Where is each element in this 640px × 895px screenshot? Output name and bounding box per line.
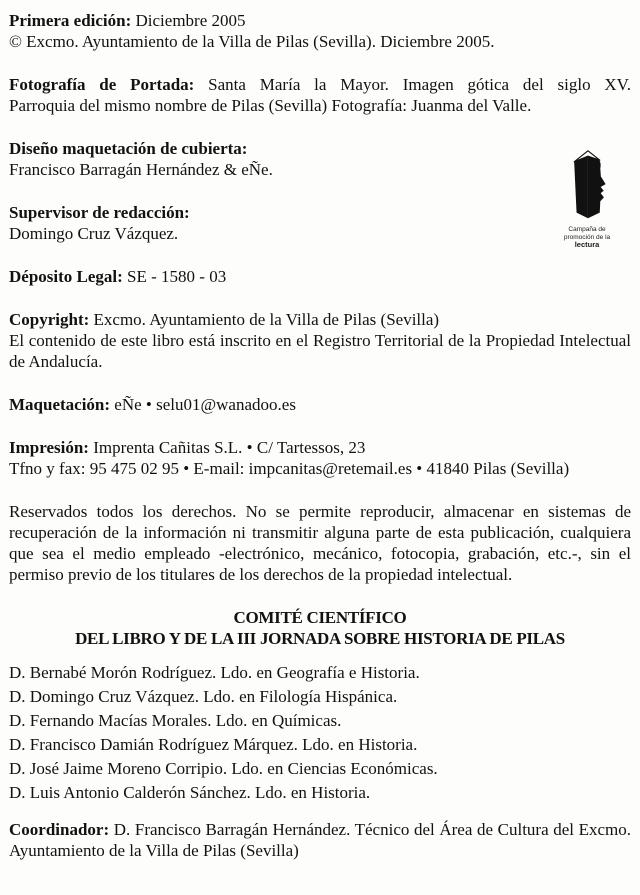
logo-caption-line2: promoción de la: [563, 233, 611, 241]
first-edition-value: Diciembre 2005: [135, 11, 246, 30]
copyright-value: Excmo. Ayuntamiento de la Villa de Pilas (Sevilla): [93, 310, 440, 329]
layout-label: Maquetación:: [9, 395, 111, 414]
copyright-block: [9, 309, 631, 372]
committee-title-line1: COMITÉ CIENTÍFICO: [233, 608, 407, 627]
supervisor-label: Supervisor de redacción:: [9, 203, 190, 222]
committee-member: D. Luis Antonio Calderón Sánchez. Ldo. en Historia.: [9, 783, 371, 802]
coordinator-block: [9, 819, 631, 861]
cover-photo-block: [9, 74, 631, 116]
committee-member: D. José Jaime Moreno Corripio. Ldo. en Ciencias Económicas.: [9, 759, 438, 778]
legal-deposit-label: Déposito Legal:: [9, 267, 123, 286]
committee-member: D. Francisco Damián Rodríguez Márquez. Ldo. en Historia.: [9, 735, 418, 754]
committee-member: D. Bernabé Morón Rodríguez. Ldo. en Geografía e Historia.: [9, 663, 420, 682]
legal-deposit-value: SE - 1580 - 03: [127, 267, 227, 286]
copyright-label: Copyright:: [9, 310, 90, 329]
cover-design-label: Diseño maquetación de cubierta:: [9, 139, 248, 158]
layout-block: [9, 394, 631, 415]
reading-campaign-logo: [548, 148, 626, 249]
committee-member-list: [9, 661, 631, 805]
layout-value: eÑe • selu01@wanadoo.es: [114, 395, 296, 414]
legal-deposit-block: [9, 266, 631, 287]
printing-label: Impresión:: [9, 438, 89, 457]
first-edition-label: Primera edición:: [9, 11, 132, 30]
committee-title: [9, 607, 631, 649]
committee-title-line2: DEL LIBRO Y DE LA III JORNADA SOBRE HISTORIA DE PILAS: [75, 629, 565, 648]
cover-photo-line2: Parroquia del mismo nombre de Pilas (Sevilla) Fotografía: Juanma del Valle.: [9, 96, 532, 115]
supervisor-block: [9, 202, 631, 244]
committee-member: D. Domingo Cruz Vázquez. Ldo. en Filología Hispánica.: [9, 687, 398, 706]
open-book-face-icon: [568, 148, 606, 224]
coordinator-value: D. Francisco Barragán Hernández. Técnico del Área de Cultura del Excmo. Ayuntamiento de la Villa de Pilas (Sevilla): [9, 820, 631, 860]
printing-line2: Tfno y fax: 95 475 02 95 • E-mail: impcanitas@retemail.es • 41840 Pilas (Sevilla): [9, 459, 570, 478]
logo-caption-line1: Campaña de: [568, 226, 606, 233]
committee-member: D. Fernando Macías Morales. Ldo. en Químicas.: [9, 711, 342, 730]
cover-photo-line1: [9, 74, 631, 95]
printing-value: Imprenta Cañitas S.L. • C/ Tartessos, 23: [93, 438, 366, 457]
first-edition-block: [9, 10, 631, 52]
coordinator-label: Coordinador:: [9, 820, 110, 839]
cover-design-value: Francisco Barragán Hernández & eÑe.: [9, 160, 273, 179]
cover-photo-label: Fotografía de Portada:: [9, 75, 195, 94]
copyright-note: El contenido de este libro está inscrito en el Registro Territorial de la Propiedad Intelectual de Andalucía.: [9, 331, 631, 371]
rights-notice: Reservados todos los derechos. No se permite reproducir, almacenar en sistemas de recuperación de la información ni transmitir alguna parte de esta publicación, cualquiera que sea el medio empleado -electrónico, mecánico, fotocopia, grabación, etc.-, sin el permiso previo de los titulares de los derechos de la propiedad intelectual.: [9, 502, 631, 584]
copyright-line: © Excmo. Ayuntamiento de la Villa de Pilas (Sevilla). Diciembre 2005.: [9, 32, 495, 51]
supervisor-value: Domingo Cruz Vázquez.: [9, 224, 179, 243]
printing-block: [9, 437, 631, 479]
cover-design-block: [9, 138, 631, 180]
logo-caption: [548, 226, 626, 249]
cover-photo-text1: Santa María la Mayor. Imagen gótica del siglo XV.: [208, 75, 632, 94]
logo-caption-line3: lectura: [574, 240, 600, 249]
